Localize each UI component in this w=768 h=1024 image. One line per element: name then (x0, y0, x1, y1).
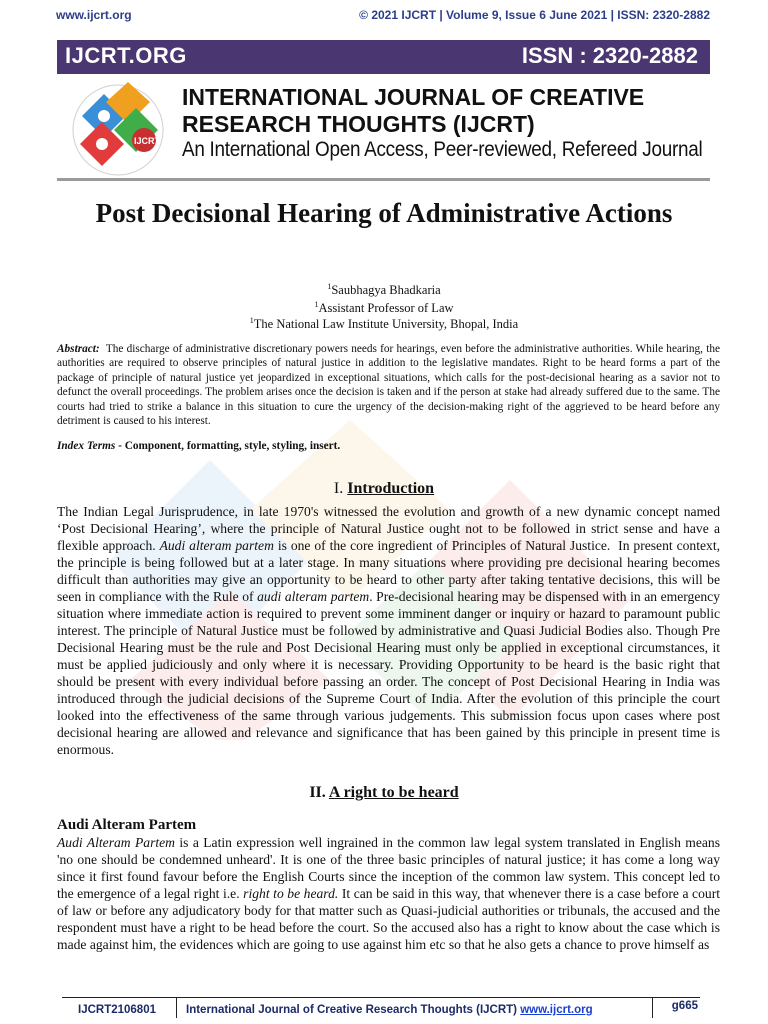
footer-separator (176, 998, 177, 1018)
paper-title: Post Decisional Hearing of Administrative Actions (95, 198, 673, 228)
index-terms (57, 440, 340, 452)
index-terms-text: - Component, formatting, style, styling, insert. (115, 440, 341, 452)
issue-info: © 2021 IJCRT | Volume 9, Issue 6 June 2021 | ISSN: 2320-2882 (359, 8, 710, 22)
footer-journal (186, 1004, 593, 1016)
running-header (56, 6, 710, 24)
journal-title-line2: RESEARCH THOUGHTS (IJCRT) (182, 111, 535, 137)
journal-title-line1: INTERNATIONAL JOURNAL OF CREATIVE (182, 84, 645, 110)
footer-url[interactable]: www.ijcrt.org (520, 1004, 593, 1016)
audi-alteram-paragraph: Audi Alteram Partem is a Latin expression well ingrained in the common law legal system translated in English means 'no one should be condemned unheard'. It is one of the three basic principles of natural justice; it has come a long way since it first found favour before the English Courts since the inception of the common law system. This concept led to the emergence of a legal right i.e. right to be heard. It can be said in this way, that whenever there is a case before a court of law or before any adjudicatory body for that matter such as Quasi-judicial authorities or tribunals, the accused and the respondent must have a right to be head before the court. So the accused also has a right to know about the case which is made against him, the evidences which are going to use against him etc so that he also gets a chance to prove himself as (57, 835, 721, 952)
aff2-text: The National Law Institute University, Bhopal, India (253, 317, 519, 332)
abstract (57, 342, 720, 428)
sec1-title: Introduction (347, 480, 435, 497)
author-affiliation-1: $^1$Assistant Professor of Law (314, 300, 454, 316)
page-number: g665 (671, 1000, 698, 1012)
logo-text: IJCRT (134, 136, 161, 146)
journal-banner (57, 40, 710, 74)
author-name (80, 282, 688, 298)
ijcrt-logo (60, 78, 180, 178)
footer-separator (652, 998, 653, 1018)
journal-tagline: An International Open Access, Peer-reviewed, Refereed Journal (182, 138, 703, 161)
intro-paragraph: The Indian Legal Jurisprudence, in late 1970's witnessed the evolution and growth of a new dynamic concept named ‘Post Decisional Hearing’, where the principle of Natural Justice ought not to be followed in strict sense and have a flexible approach. Audi alteram partem is one of the core ingredient of Principles of Natural Justice. In present context, the principle is being followed but at a later stage. In many situations where providing pre decisional hearing becomes difficult than authorities may give an opportunity to be heard to other party after taking tentative decisions, this will be seen in compliance with the Rule of audi alteram partem. Pre-decisional hearing may be dispensed with in an emergency situation where immediate action is required to prevent some imminent danger or inquiry or hazard to paramount public interest. The principle of Natural Justice must be followed by administrative and Quasi Judicial Bodies also. Though Pre Decisional Hearing must be the rule and Post Decisional Hearing must only be applied in exceptional circumstances, it must be applied judiciously and only where it is necessary. Providing Opportunity to be heard is the basic right that should be present with every individual before passing an order. The concept of Post Decisional Hearing in India was introduced through the judicial decisions of the Supreme Court of India. After the evolution of this principle the court looked into the effectiveness of the same through various judgements. This submission focus upon cases where post decisional hearing are allowed and relevance and significance that has been gained by this principle in present time is enormous. (57, 504, 720, 757)
abstract-text: The discharge of administrative discretionary powers needs for hearings, even before the administrative authorities. While hearing, the authorities are required to observe principles of natural justice in addition to the legislative mandates. Right to be heard forms a part of the package of principle of natural justice yet jeopardized in exceptional situations, which calls for the post-decisional hearing as a savior not to defunct the overall proceedings. The problem arises once the decision is taken and if the person at stake had already suffered due to the same. The courts had tried to strike a balance in this situation to cure the urgency of the decision-making right of the aggrieved to be heard before any detriment is caused to his interest. (57, 343, 720, 428)
section-heading-intro (0, 480, 768, 498)
aff1-text: Assistant Professor of Law (318, 301, 454, 316)
footer-journal-name: International Journal of Creative Research Thoughts (IJCRT) (186, 1004, 521, 1016)
page-footer (62, 1002, 700, 1020)
author-text: Saubhagya Bhadkaria (331, 283, 441, 298)
banner-issn: ISSN : 2320-2882 (521, 43, 698, 68)
header-divider (57, 178, 710, 181)
subheading-audi-alteram-partem: Audi Alteram Partem (57, 817, 197, 833)
section-heading-right-to-be-heard (0, 784, 768, 802)
paper-id: IJCRT2106801 (78, 1004, 156, 1016)
author-affiliation-2: $^1$The National Law Institute University, Bhopal, India (249, 316, 519, 332)
banner-site: IJCRT.ORG (65, 43, 187, 68)
sec2-title: A right to be heard (328, 784, 459, 801)
index-label: Index Terms (57, 440, 116, 452)
author-sup: 1 (327, 282, 332, 291)
abstract-label: Abstract: (57, 343, 100, 355)
footer-rule (62, 997, 700, 998)
site-link[interactable]: www.ijcrt.org (56, 8, 132, 22)
sec1-number: I. (333, 480, 348, 497)
sec2-number: II. (309, 784, 329, 801)
